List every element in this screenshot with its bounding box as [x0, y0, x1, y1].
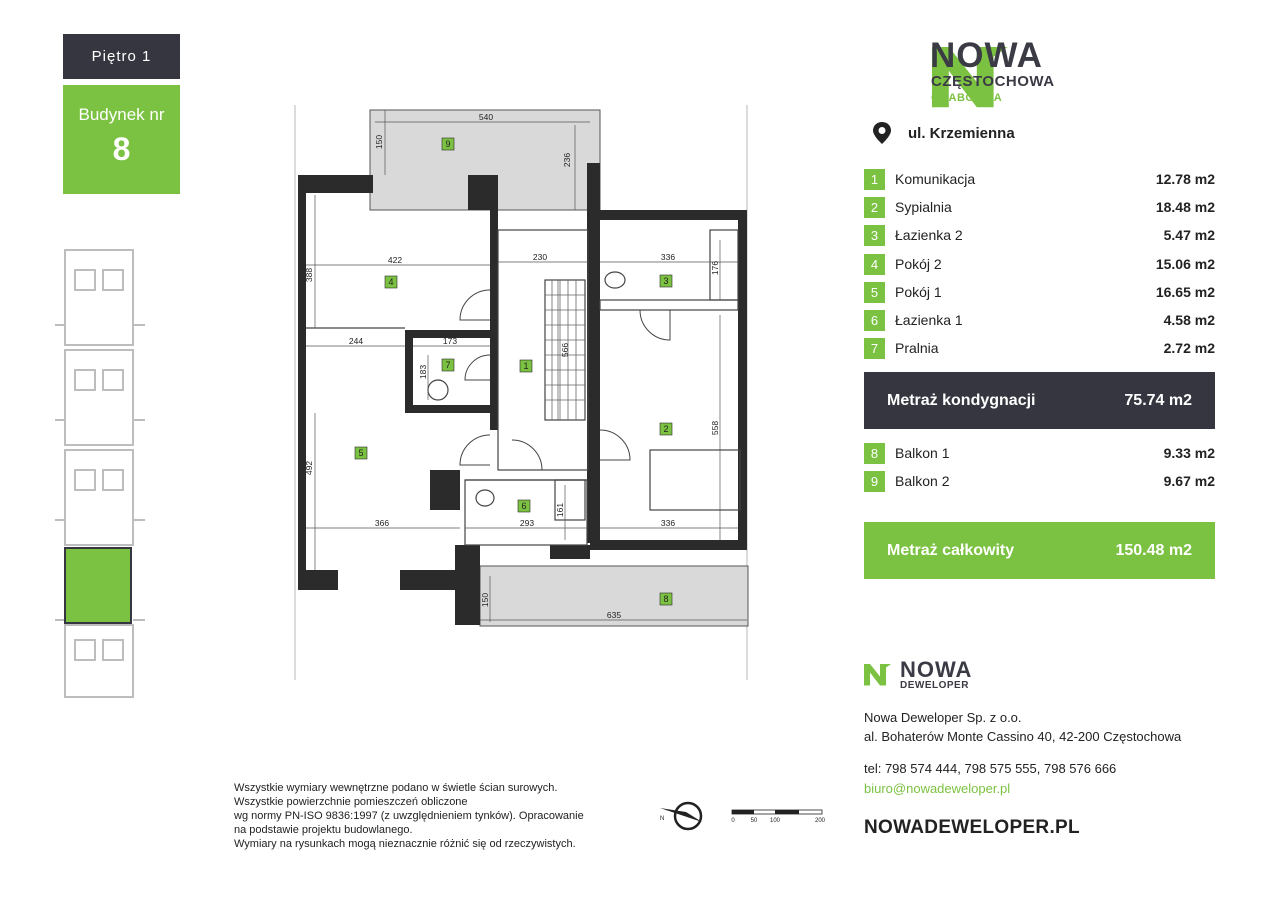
room-area: 2.72 m2: [1163, 340, 1215, 356]
disclaimer-line: na podstawie projektu budowlanego.: [234, 824, 413, 836]
floor-area-label: Metraż kondygnacji: [887, 391, 1036, 409]
room-row: [864, 309, 1215, 331]
wall: [455, 545, 480, 625]
developer-company: Nowa Deweloper Sp. z o.o.: [864, 710, 1022, 725]
balcony-number: 9: [864, 471, 885, 492]
wall: [587, 163, 600, 543]
brand-name: NOWA: [930, 36, 1043, 75]
developer-email-link[interactable]: biuro@nowadeweloper.pl: [864, 781, 1011, 796]
scale-label: 200: [814, 818, 826, 824]
total-area-value: 150.48 m2: [1115, 541, 1192, 559]
room-area: 12.78 m2: [1155, 171, 1215, 187]
bathroom-2-divider: [600, 300, 738, 310]
building-label: Budynek nr: [78, 105, 165, 124]
dim-label: 176: [710, 260, 720, 276]
wall: [405, 330, 413, 410]
dim-label: 150: [480, 592, 490, 608]
wall: [430, 470, 460, 510]
room-tag-8: 8: [663, 594, 669, 604]
dim-label: 150: [374, 134, 384, 150]
wall: [298, 175, 373, 193]
room-number: 6: [864, 310, 885, 331]
brand-city: CZĘSTOCHOWA: [931, 73, 1055, 90]
room-name: Łazienka 1: [895, 312, 963, 328]
developer-name: NOWA: [900, 657, 973, 682]
room-tag-6: 6: [521, 501, 527, 511]
dim-label: 183: [418, 364, 428, 380]
developer-address: al. Bohaterów Monte Cassino 40, 42-200 Częstochowa: [864, 729, 1182, 744]
dim-label: 566: [560, 342, 570, 358]
room-row: [864, 281, 1215, 303]
room-tag-4: 4: [388, 277, 394, 287]
floor-area-summary: [864, 372, 1215, 429]
brand-district: GRABÓWKA: [931, 92, 1003, 104]
site-building-2: [65, 350, 133, 445]
room-number: 2: [864, 197, 885, 218]
wall: [298, 175, 306, 575]
disclaimer-line: Wymiary na rysunkach mogą nieznacznie różnić się od rzeczywistych.: [234, 838, 576, 850]
dim-label: 635: [606, 610, 622, 620]
room-row: [864, 253, 1215, 275]
room-row: [864, 196, 1215, 218]
room-number: 5: [864, 282, 885, 303]
room-area: 5.47 m2: [1163, 227, 1215, 243]
room-area: 16.65 m2: [1155, 284, 1215, 300]
room-tag-5: 5: [358, 448, 364, 458]
dim-label: 161: [555, 502, 565, 518]
disclaimer-line: wg normy PN-ISO 9836:1997 (z uwzględnieniem tynków). Opracowanie: [234, 810, 584, 822]
room-area: 4.58 m2: [1163, 312, 1215, 328]
toilet-1: [476, 490, 494, 506]
total-area-summary: [864, 522, 1215, 579]
bed: [650, 450, 740, 510]
room-row: [864, 168, 1215, 190]
building-badge: [63, 85, 180, 194]
compass-label: N: [660, 816, 665, 822]
room-row: [864, 337, 1215, 359]
toilet-2: [605, 272, 625, 288]
developer-phones: tel: 798 574 444, 798 575 555, 798 576 666: [864, 761, 1117, 776]
room-name: Pralnia: [895, 340, 939, 356]
wall: [550, 545, 590, 559]
room-tag-3: 3: [663, 276, 669, 286]
room-number: 4: [864, 254, 885, 275]
room-area: 15.06 m2: [1155, 256, 1215, 272]
dim-label: 422: [387, 255, 403, 265]
dim-label: 492: [304, 460, 314, 476]
total-area-label: Metraż całkowity: [887, 541, 1015, 559]
wall: [405, 405, 490, 413]
dim-label: 244: [348, 336, 364, 346]
wall: [600, 210, 745, 220]
dim-label: 230: [532, 252, 548, 262]
room-row: [864, 224, 1215, 246]
room-name: Łazienka 2: [895, 227, 963, 243]
site-building-highlighted: [65, 548, 131, 623]
room-tag-7: 7: [445, 360, 451, 370]
disclaimer-line: Wszystkie powierzchnie pomieszczeń obliczone: [234, 796, 468, 808]
disclaimer-line: Wszystkie wymiary wewnętrzne podano w świetle ścian surowych.: [234, 782, 558, 794]
room-tag-2: 2: [663, 424, 669, 434]
developer-sub: DEWELOPER: [900, 680, 969, 691]
room-area: 18.48 m2: [1155, 199, 1215, 215]
room-name: Komunikacja: [895, 171, 976, 187]
building-number: 8: [112, 131, 131, 167]
developer-logo-icon: [864, 660, 894, 688]
wall: [400, 570, 460, 590]
site-building-3: [65, 450, 133, 545]
dim-label: 173: [442, 336, 458, 346]
developer-website-link[interactable]: NOWADEWELOPER.PL: [864, 817, 1080, 838]
wall: [468, 175, 498, 210]
room-tag-1: 1: [523, 361, 529, 371]
dim-label: 388: [304, 267, 314, 283]
site-building-1: [65, 250, 133, 345]
floor-badge: [63, 34, 180, 79]
floor-area-value: 75.74 m2: [1124, 391, 1192, 409]
balcony-name: Balkon 1: [895, 445, 950, 461]
site-plan: [55, 240, 155, 700]
corridor-outline: [498, 230, 588, 470]
room-number: 1: [864, 169, 885, 190]
wall: [298, 570, 338, 590]
dim-label: 336: [660, 518, 676, 528]
wall: [590, 540, 747, 550]
scale-label: 50: [750, 818, 758, 824]
dim-label: 293: [519, 518, 535, 528]
dim-label: 540: [478, 112, 494, 122]
balcony-area: 9.33 m2: [1163, 445, 1215, 461]
floor-plan: [290, 100, 760, 680]
room-number: 7: [864, 338, 885, 359]
room-tag-9: 9: [445, 139, 451, 149]
scale-label: 0: [731, 818, 735, 824]
address: [872, 121, 1015, 145]
dim-label: 366: [374, 518, 390, 528]
compass-icon: [656, 798, 706, 834]
scale-label: 100: [769, 818, 781, 824]
street-name: ul. Krzemienna: [908, 124, 1015, 142]
wall: [738, 210, 747, 550]
balcony-number: 8: [864, 443, 885, 464]
balcony-row: [864, 470, 1215, 492]
wall: [490, 210, 498, 430]
location-pin-icon: [872, 121, 892, 145]
washing-machine: [428, 380, 448, 400]
room-name: Sypialnia: [895, 199, 952, 215]
room-name: Pokój 1: [895, 284, 942, 300]
dim-label: 558: [710, 420, 720, 436]
balcony-area: 9.67 m2: [1163, 473, 1215, 489]
balcony-row: [864, 442, 1215, 464]
room-name: Pokój 2: [895, 256, 942, 272]
dim-label: 336: [660, 252, 676, 262]
room-number: 3: [864, 225, 885, 246]
floor-label: Piętro 1: [91, 48, 152, 65]
disclaimer: [234, 781, 614, 851]
dim-label: 236: [562, 152, 572, 168]
scale-bar: [730, 808, 830, 828]
balcony-name: Balkon 2: [895, 473, 950, 489]
